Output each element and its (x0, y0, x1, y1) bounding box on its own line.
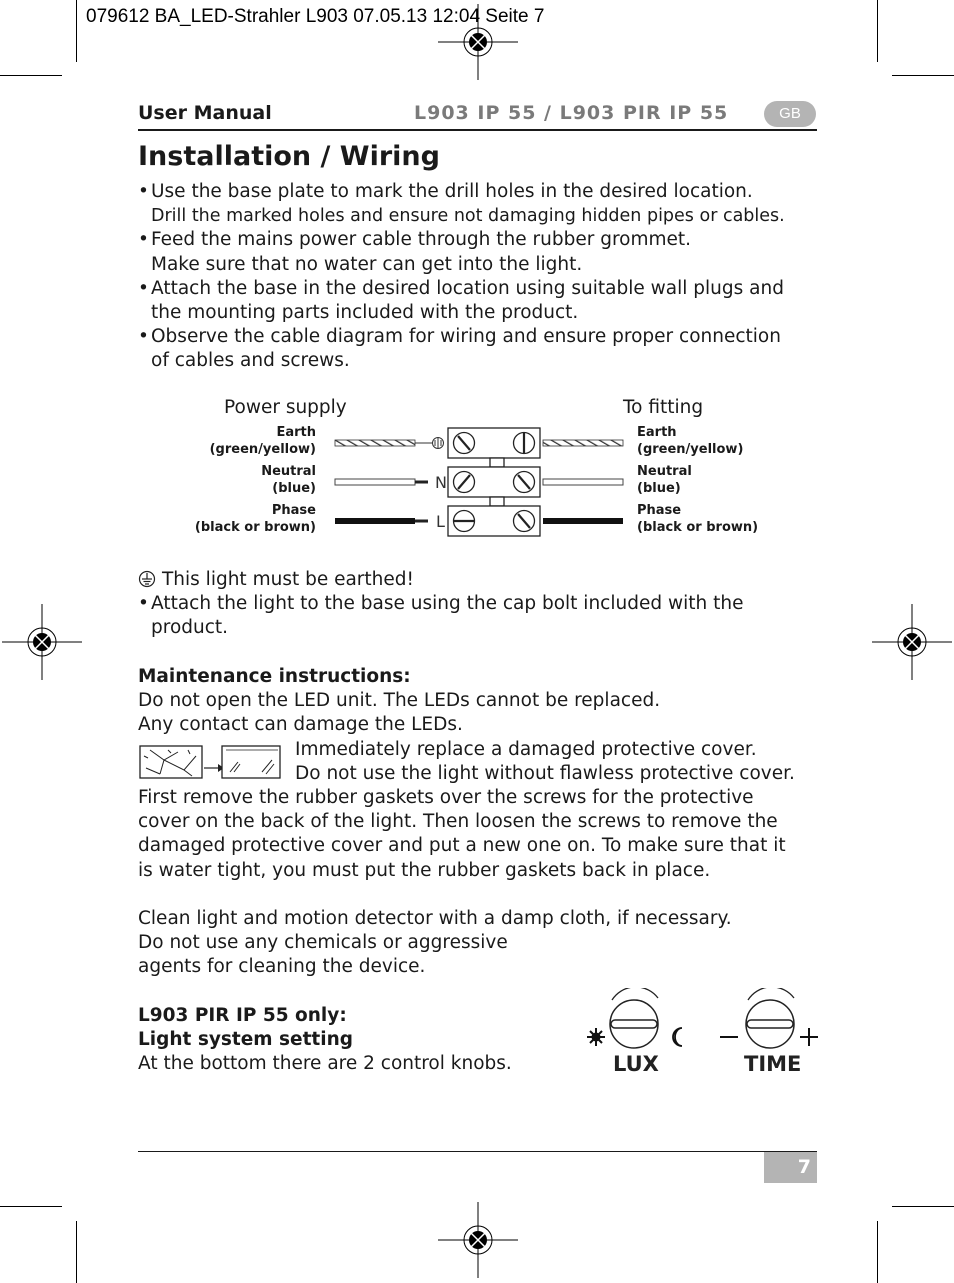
list-item: • Feed the mains power cable through the rubber grommet. Make sure that no water can get into the light. (138, 228, 785, 276)
registration-mark-left (2, 604, 82, 680)
registration-mark-top (438, 4, 518, 80)
phase-wire-right (543, 518, 623, 524)
lux-label: LUX (613, 1052, 659, 1076)
maintenance-text: Do not open the LED unit. The LEDs cannot be replaced. Any contact can damage the LEDs. (138, 690, 661, 736)
control-knobs (584, 988, 820, 1058)
plus-icon (800, 1028, 818, 1046)
neutral-label-left: Neutral (blue) (261, 464, 316, 496)
sun-icon (587, 1028, 605, 1046)
pir-text: At the bottom there are 2 control knobs. (138, 1053, 512, 1074)
print-slug: 079612 BA_LED-Strahler L903 07.05.13 12:04 Seite 7 (86, 6, 545, 27)
time-label: TIME (744, 1052, 802, 1076)
earth-wire-right (543, 440, 623, 446)
footer-rule (138, 1151, 817, 1152)
damaged-cover-replace-icon (138, 744, 284, 780)
neutral-wire-right (543, 479, 623, 485)
registration-mark-right (872, 604, 952, 680)
phase-wire-left (335, 518, 415, 524)
neutral-wire-left (335, 479, 415, 485)
time-knob (746, 988, 794, 1048)
page-title: Installation / Wiring (138, 141, 440, 172)
header-rule (138, 129, 817, 131)
earth-ground-icon (138, 570, 156, 588)
phase-label-left: Phase (black or brown) (194, 503, 316, 535)
phase-label-right: Phase (black or brown) (637, 503, 759, 535)
terminal-label-l: L (436, 512, 445, 531)
pir-heading: L903 PIR IP 55 only: Light system setting (138, 1005, 354, 1051)
registration-mark-bottom (438, 1202, 518, 1278)
power-supply-title: Power supply (224, 397, 347, 418)
earth-wire-left (335, 440, 415, 446)
attach-bullet (138, 592, 743, 640)
earth-label-left: Earth (green/yellow) (209, 425, 316, 457)
language-badge: GB (764, 101, 816, 127)
earth-note: This light must be earthed! (162, 569, 414, 590)
moon-icon (673, 1028, 682, 1046)
earth-label-right: Earth (green/yellow) (637, 425, 744, 457)
to-fitting-title: To fitting (623, 397, 704, 418)
header-model: L903 IP 55 / L903 PIR IP 55 (414, 102, 729, 124)
neutral-label-right: Neutral (blue) (637, 464, 692, 496)
gasket-instructions: First remove the rubber gaskets over the screws for the protective cover on the back of the light. Then loosen the screws to remove the damaged protective cover and put a new one on. To make sure that it is water tight, you must put the rubber gaskets back in place. (138, 787, 786, 881)
list-item: • Use the base plate to mark the drill holes in the desired location. Drill the marked holes and ensure not damaging hidden pipes or cables. (138, 180, 785, 228)
installation-bullets (138, 180, 785, 374)
terminal-label-n: N (435, 473, 447, 492)
lux-knob (610, 988, 658, 1048)
page-number: 7 (764, 1152, 817, 1183)
cleaning-instructions: Clean light and motion detector with a damp cloth, if necessary. Do not use any chemicals or aggressive agents for cleaning the device. (138, 908, 732, 978)
header-user-manual: User Manual (138, 102, 272, 124)
terminal-block (448, 428, 540, 536)
list-item: • Attach the base in the desired location using suitable wall plugs and the mounting parts included with the product. (138, 277, 785, 325)
maintenance-heading: Maintenance instructions: (138, 666, 411, 687)
wiring-diagram (330, 424, 630, 544)
list-item: • Observe the cable diagram for wiring and ensure proper connection of cables and screws. (138, 325, 785, 373)
cover-instructions: Immediately replace a damaged protective cover. Do not use the light without flawless protective cover. (295, 739, 795, 785)
list-item: • Attach the light to the base using the cap bolt included with the product. (138, 592, 743, 640)
